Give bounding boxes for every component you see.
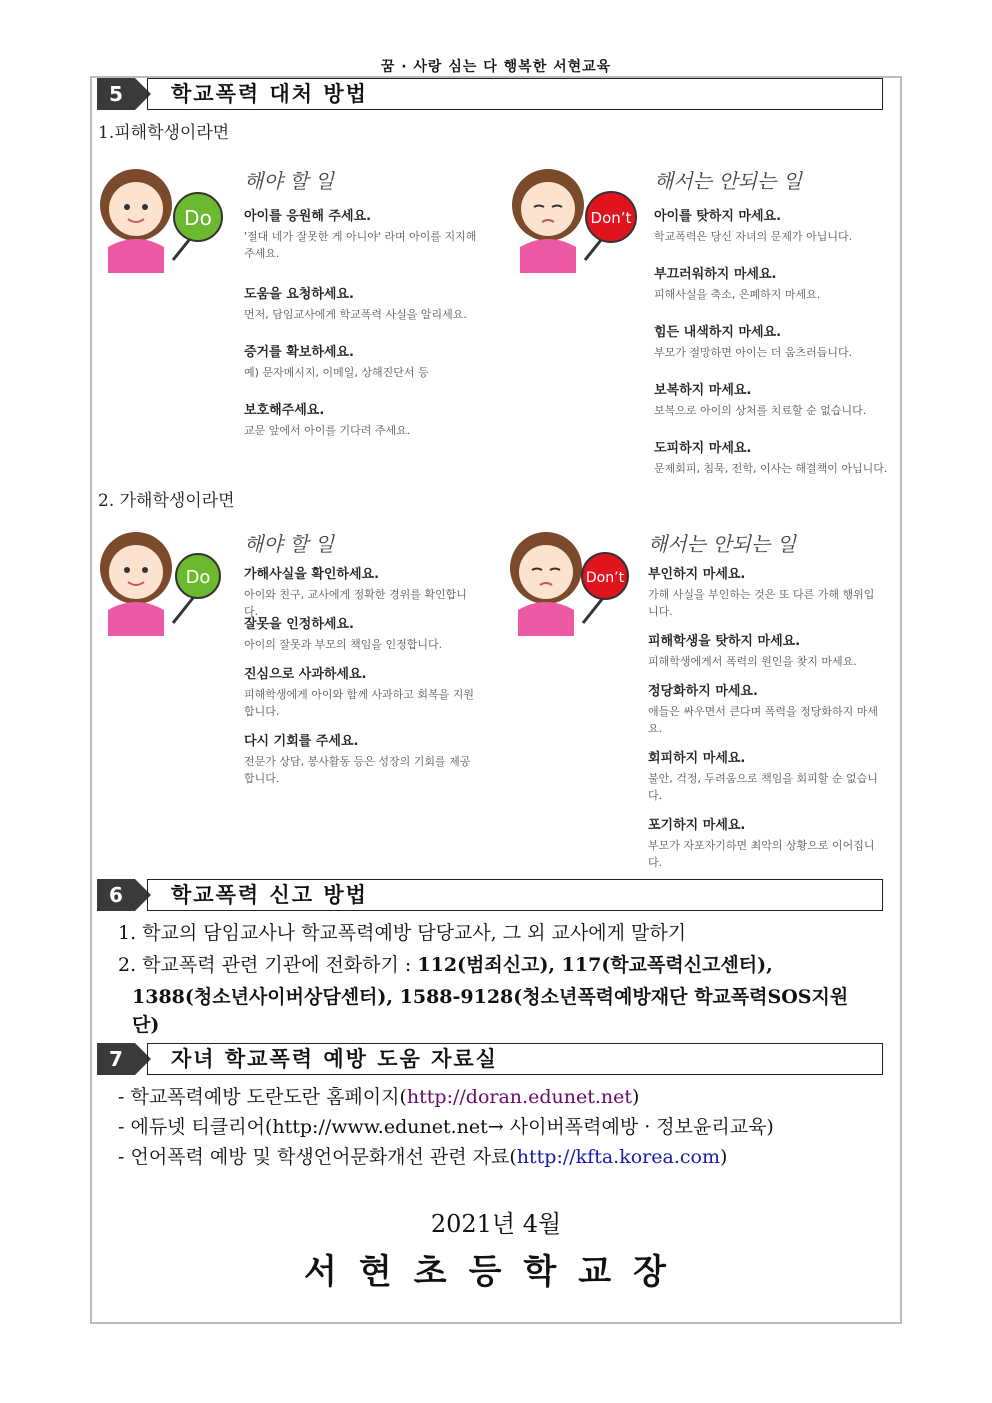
girl-dont-illustration (508, 528, 638, 643)
section-number: 5 (97, 78, 135, 110)
report-line-3: 1388(청소년사이버상담센터), 1588-9128(청소년폭력예방재단 학교폭력SOS지원 (132, 986, 849, 1008)
victim-label: 1.피해학생이라면 (98, 123, 230, 143)
list-item: 다시 기회를 주세요. 전문가 상담, 봉사활동 등은 성장의 기회를 제공합니다. (244, 734, 471, 785)
face-shape (109, 182, 163, 236)
girl-dont-illustration (510, 165, 640, 280)
eye-left (124, 204, 130, 210)
face-shape (109, 545, 163, 599)
list-item: 보호해주세요. 교문 앞에서 아이를 기다려 주세요. (244, 403, 411, 437)
doran-link[interactable]: http://doran.edunet.net (406, 1086, 632, 1108)
kfta-link[interactable]: http://kfta.korea.com (516, 1146, 720, 1168)
shirt-shape (520, 239, 576, 273)
girl-do-illustration (98, 528, 228, 643)
list-item: 부끄러워하지 마세요. 피해사실을 축소, 은폐하지 마세요. (654, 267, 821, 301)
resource-line-2: - 에듀넷 티클리어(http://www.edunet.net→ 사이버폭력예방 · 정보윤리교육) (118, 1116, 774, 1138)
resource-line-3: - 언어폭력 예방 및 학생언어문화개선 관련 자료(http://kfta.korea.com) (118, 1146, 728, 1168)
dont-heading-victim: 해서는 안되는 일 (654, 169, 802, 193)
dont-badge-text: Don’t (585, 570, 625, 586)
dont-heading-perpetrator: 해서는 안되는 일 (648, 532, 796, 556)
list-item: 가해사실을 확인하세요. 아이와 친구, 교사에게 정확한 경위를 확인합니다. (244, 567, 467, 618)
section-title: 학교폭력 대처 방법 (171, 82, 368, 106)
dont-badge-text: Don’t (590, 209, 632, 227)
section-number: 6 (97, 879, 135, 911)
do-badge-text: Do (185, 567, 211, 588)
perpetrator-label: 2. 가해학생이라면 (98, 491, 235, 511)
eye-right (142, 567, 148, 573)
girl-do-illustration (98, 165, 228, 280)
do-heading-perpetrator: 해야 할 일 (244, 532, 334, 556)
list-item: 정당화하지 마세요. 애들은 싸우면서 큰다며 폭력을 정당화하지 마세요. (648, 684, 879, 735)
signer-title: 서현초등학교장 (304, 1252, 688, 1292)
sign-stick (583, 598, 603, 623)
list-item: 아이를 탓하지 마세요. 학교폭력은 당신 자녀의 문제가 아닙니다. (654, 209, 853, 243)
report-line-2: 2. 학교폭력 관련 기관에 전화하기 : 112(범죄신고), 117(학교폭력신고센터), (118, 954, 773, 976)
list-item: 증거를 확보하세요. 예) 문자메시지, 이메일, 상해진단서 등 (244, 345, 429, 379)
list-item: 도피하지 마세요. 문제회피, 침묵, 전학, 이사는 해결책이 아닙니다. (654, 441, 888, 475)
list-item: 아이를 응원해 주세요. '절대 네가 잘못한 게 아니야' 라며 아이를 지지해 주세요. (244, 209, 477, 260)
section-title: 학교폭력 신고 방법 (171, 883, 368, 907)
shirt-shape (108, 602, 164, 636)
do-heading-victim: 해야 할 일 (244, 169, 334, 193)
list-item: 힘든 내색하지 마세요. 부모가 절망하면 아이는 더 움츠러듭니다. (654, 325, 853, 359)
list-item: 잘못을 인정하세요. 아이의 잘못과 부모의 책임을 인정합니다. (244, 617, 443, 651)
issue-date: 2021년 4월 (430, 1210, 562, 1238)
resource-line-1: - 학교폭력예방 도란도란 홈페이지(http://doran.edunet.net) (118, 1086, 640, 1108)
list-item: 부인하지 마세요. 가해 사실을 부인하는 것은 또 다른 가해 행위입니다. (648, 567, 875, 618)
do-badge-text: Do (184, 206, 212, 230)
section-title: 자녀 학교폭력 예방 도움 자료실 (171, 1047, 498, 1071)
face-shape (519, 545, 573, 599)
report-line-1: 1. 학교의 담임교사나 학교폭력예방 담당교사, 그 외 교사에게 말하기 (118, 922, 687, 944)
list-item: 회피하지 마세요. 불안, 걱정, 두려움으로 책임을 회피할 순 없습니다. (648, 751, 878, 802)
eye-right (142, 204, 148, 210)
shirt-shape (518, 602, 574, 636)
list-item: 진심으로 사과하세요. 피해학생에게 아이와 함께 사과하고 회복을 지원합니다. (244, 667, 475, 718)
eye-left (124, 567, 130, 573)
list-item: 보복하지 마세요. 보복으로 아이의 상처를 치료할 순 없습니다. (654, 383, 867, 417)
report-line-4: 단) (132, 1014, 160, 1036)
section-number: 7 (97, 1043, 135, 1075)
list-item: 포기하지 마세요. 부모가 자포자기하면 최악의 상황으로 이어집니다. (648, 818, 875, 869)
list-item: 피해학생을 탓하지 마세요. 피해학생에게서 폭력의 원인을 찾지 마세요. (648, 634, 857, 668)
list-item: 도움을 요청하세요. 먼저, 담임교사에게 학교폭력 사실을 알리세요. (244, 287, 467, 321)
page-header-slogan: 꿈 · 사랑 심는 다 행복한 서현교육 (380, 59, 612, 75)
sign-stick (173, 598, 193, 623)
face-shape (521, 182, 575, 236)
shirt-shape (108, 239, 164, 273)
